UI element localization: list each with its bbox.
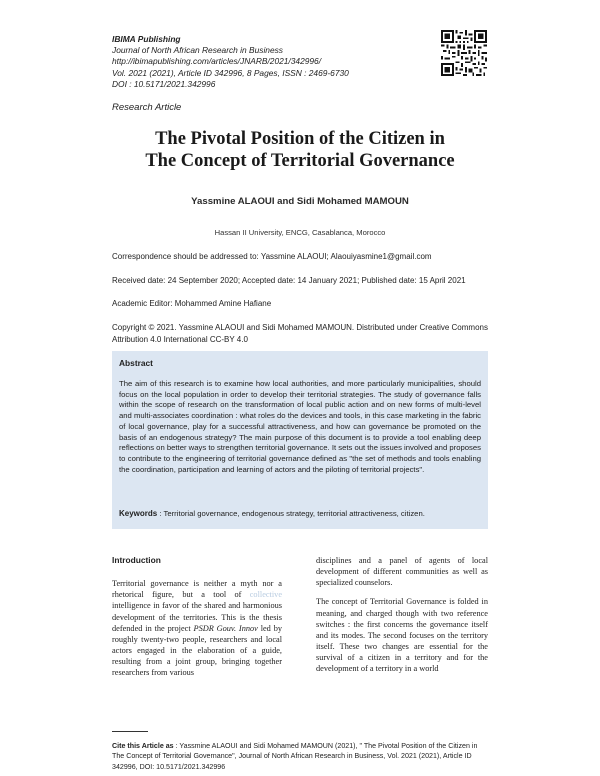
citation bbox=[112, 741, 488, 772]
footnote-divider bbox=[112, 731, 148, 732]
collective-link[interactable]: collective bbox=[249, 590, 282, 600]
affiliation: Hassan II University, ENCG, Casablanca, Morocco bbox=[214, 228, 386, 237]
intro-text-a: Territorial governance is neither a myth nor a rhetorical figure, but a tool of bbox=[112, 579, 282, 600]
project-name: PSDR Gouv. Innov bbox=[193, 623, 258, 633]
keywords bbox=[119, 509, 481, 518]
title-line-2: The Concept of Territorial Governance bbox=[145, 151, 455, 171]
publisher-name: IBIMA Publishing bbox=[112, 34, 181, 44]
journal-name: Journal of North African Research in Business bbox=[112, 45, 283, 56]
journal-header bbox=[112, 34, 412, 90]
article-type: Research Article bbox=[112, 102, 182, 113]
keywords-text: : Territorial governance, endogenous strategy, territorial attractiveness, citizen. bbox=[157, 509, 425, 518]
intro-paragraph-continued: disciplines and a panel of agents of local development of different communities as well as specialized counselors. bbox=[316, 556, 488, 588]
abstract-box bbox=[112, 351, 488, 529]
left-column bbox=[112, 555, 282, 687]
qr-code-icon bbox=[441, 30, 487, 76]
cite-label: Cite this Article as bbox=[112, 742, 174, 750]
correspondence: Correspondence should be addressed to: Yassmine ALAOUI; Alaouiyasmine1@gmail.com bbox=[112, 252, 432, 261]
intro-text-c: led by roughly twenty-two people, researchers and local actors engaged in the elaboration of a guide, resulting from a joint group, bringing together researchers from various bbox=[112, 623, 282, 678]
doi-line: DOI : 10.5171/2021.342996 bbox=[112, 78, 216, 89]
paper-title bbox=[60, 128, 540, 172]
introduction-heading: Introduction bbox=[112, 555, 161, 565]
keywords-label: Keywords bbox=[119, 509, 158, 518]
intro-text-b: intelligence in favor of the shared and harmonious development of the territories. This is the thesis defended in the project bbox=[112, 601, 282, 633]
authors: Yassmine ALAOUI and Sidi Mohamed MAMOUN bbox=[191, 196, 409, 207]
intro-paragraph-1 bbox=[112, 578, 282, 678]
right-column bbox=[316, 555, 488, 683]
title-line-1: The Pivotal Position of the Citizen in bbox=[155, 129, 445, 149]
academic-editor: Academic Editor: Mohammed Amine Hafiane bbox=[112, 299, 272, 308]
intro-paragraph-2: The concept of Territorial Governance is folded in meaning, and charged though with two reference switches : the first concerns the governance itself and its modes. The second focuses on the territory itself. These two changes are essential for the survival of a citizen in a territory and for the development of a territory in a world bbox=[316, 597, 488, 674]
abstract-text: The aim of this research is to examine how local authorities, and more particularly municipalities, should focus on the local population in order to develop their territorial strategies. The study of governance falls within the scope of research on the transformation of local public action and on new forms of multi-level and multi-associates coordination : what roles do the devices and tools, in this case marketing in the fabric of local governance, play for a successful attractiveness, and how can governance be promoted on the basis of an endogenous strategy? The main purpose of this document is to provide a tool enabling deep reflections on better ways to strengthen territorial governance. It sets out the issues involved and proposes to contribute to the engineering of territorial governance defined as "the set of methods and tools enabling the coordination, participation and learning of actors and the piloting of territorial projects". bbox=[119, 379, 481, 474]
article-url[interactable]: http://ibimapublishing.com/articles/JNARB/2021/342996/ bbox=[112, 56, 322, 67]
abstract-heading: Abstract bbox=[119, 358, 153, 368]
cite-text: : Yassmine ALAOUI and Sidi Mohamed MAMOUN (2021), " The Pivotal Position of the Citizen in The Concept of Territorial Governance", Journal of North African Research in Business, Vol. 2021 (2021), Article ID 342996, DOI: 10.5171/2021.342996 bbox=[112, 742, 478, 771]
copyright-notice: Copyright © 2021. Yassmine ALAOUI and Sidi Mohamed MAMOUN. Distributed under Creative Commons Attribution 4.0 International CC-BY 4.0 bbox=[112, 323, 488, 344]
volume-line: Vol. 2021 (2021), Article ID 342996, 8 Pages, ISSN : 2469-6730 bbox=[112, 67, 349, 78]
dates: Received date: 24 September 2020; Accepted date: 14 January 2021; Published date: 15 April 2021 bbox=[112, 276, 466, 285]
